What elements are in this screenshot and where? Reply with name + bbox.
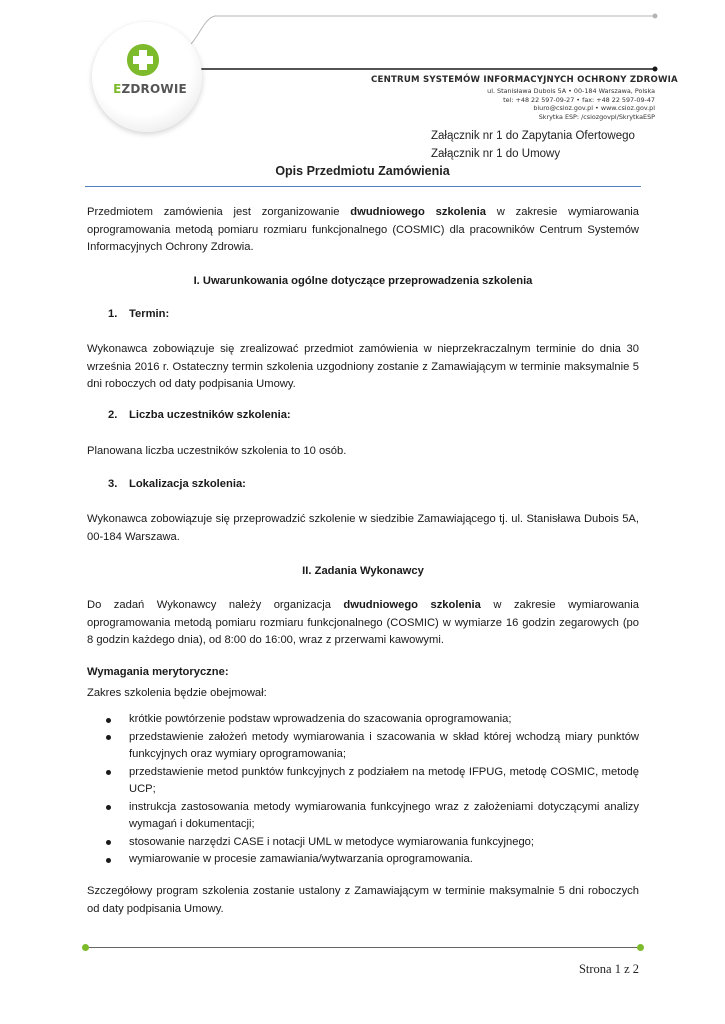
bullet-icon [106, 840, 111, 845]
attachment-note-offer: Załącznik nr 1 do Zapytania Ofertowego [431, 130, 635, 142]
deadline-paragraph: Wykonawca zobowiązuje się zrealizować przedmiot zamówienia w nieprzekraczalnym terminie do dnia 30 września 2016 r. Ostateczny termin szkolenia uzgodniony zostanie z Zamawiającym w terminie maksymalnie 5 dni roboczych od daty podpisania Umowy. [87, 343, 639, 390]
bullet-icon [106, 858, 111, 863]
page-number: Strona 1 z 2 [578, 962, 639, 976]
subheading-deadline: 1. Termin: [108, 308, 170, 320]
closing-paragraph: Szczegółowy program szkolenia zostanie ustalony z Zamawiającym w terminie maksymalnie 5 dni roboczych od daty podpisania Umowy. [87, 885, 639, 915]
list-item: przedstawienie założeń metody wymiarowania i szacowania w skład której wchodzą miary punktów funkcyjnych oraz wymiary oprogramowania; [87, 729, 639, 764]
medical-cross-icon [126, 43, 160, 77]
bullet-icon [106, 718, 111, 723]
subheading-participants: 2. Liczba uczestników szkolenia: [108, 409, 291, 421]
logo-badge [92, 22, 202, 132]
section-heading-tasks: II. Zadania Wykonawcy [302, 565, 424, 577]
list-item: instrukcja zastosowania metody wymiarowania funkcyjnego wraz z założeniami dotyczącymi analizy wymagań i dokumentacji; [87, 799, 639, 834]
participants-paragraph: Planowana liczba uczestników szkolenia to 10 osób. [87, 445, 347, 457]
bullet-icon [106, 805, 111, 810]
contact-block [487, 87, 655, 121]
contact-esp: Skrytka ESP: /csiozgovpl/SkrytkaESP [538, 112, 655, 121]
bullet-icon [106, 770, 111, 775]
footer-dot-right [637, 944, 644, 951]
attachment-note-contract: Załącznik nr 1 do Umowy [431, 148, 561, 160]
document-title: Opis Przedmiotu Zamówienia [275, 164, 450, 178]
bullet-icon [106, 735, 111, 740]
section-heading-general: I. Uwarunkowania ogólne dotyczące przeprowadzenia szkolenia [193, 275, 533, 287]
list-item: przedstawienie metod punktów funkcyjnych z podziałem na metodę IFPUG, metodę COSMIC, metodę UCP; [87, 764, 639, 799]
location-paragraph: Wykonawca zobowiązuje się przeprowadzić szkolenie w siedzibie Zamawiającego tj. ul. Stanisława Dubois 5A, 00-184 Warszawa. [87, 513, 639, 543]
list-item: stosowanie narzędzi CASE i notacji UML w metodyce wymiarowania funkcyjnego; [87, 834, 639, 852]
list-item: krótkie powtórzenie podstaw wprowadzenia do szacowania oprogramowania; [87, 711, 639, 729]
subheading-location: 3. Lokalizacja szkolenia: [108, 478, 246, 490]
intro-paragraph: Przedmiotem zamówienia jest zorganizowanie dwudniowego szkolenia w zakresie wymiarowania oprogramowania metodą pomiaru rozmiaru funkcjonalnego (COSMIC) dla pracowników Centrum Systemów Informacyjnych Ochrony Zdrowia. [87, 206, 639, 253]
tasks-paragraph: Do zadań Wykonawcy należy organizacja dwudniowego szkolenia w zakresie wymiarowania oprogramowania metodą pomiaru rozmiaru funkcjonalnego (COSMIC) w wymiarze 16 godzin zegarowych (po 8 godzin każdego dnia), od 8:00 do 16:00, wraz z przerwami kawowymi. [87, 599, 639, 646]
scope-intro: Zakres szkolenia będzie obejmował: [87, 687, 267, 699]
requirements-heading: Wymagania merytoryczne: [87, 666, 229, 678]
list-item: wymiarowanie w procesie zamawiania/wytwarzania oprogramowania. [87, 851, 639, 869]
scope-list [87, 711, 639, 869]
footer-dot-left [82, 944, 89, 951]
organization-name: CENTRUM SYSTEMÓW INFORMACYJNYCH OCHRONY ZDROWIA [371, 75, 678, 85]
contact-email: biuro@csioz.gov.pl • www.csioz.gov.pl [533, 104, 655, 113]
footer-divider [85, 947, 641, 948]
logo-wordmark: EZDROWIE [113, 82, 187, 96]
contact-phone: tel: +48 22 597-09-27 • fax: +48 22 597-09-47 [503, 95, 655, 104]
contact-address: ul. Stanisława Dubois 5A • 00-184 Warszawa, Polska [487, 87, 655, 95]
title-divider [85, 186, 641, 187]
